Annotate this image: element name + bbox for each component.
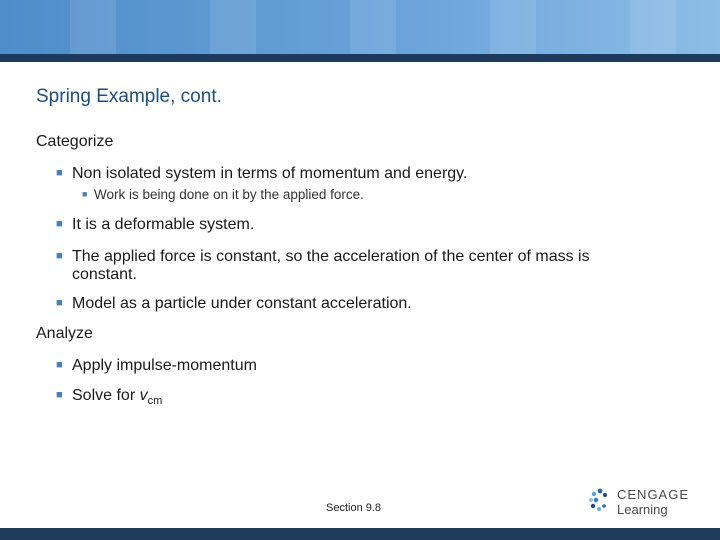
banner-tile bbox=[70, 0, 116, 54]
bullet-text: Solve for bbox=[72, 387, 140, 404]
square-bullet-icon: ■ bbox=[56, 250, 63, 262]
heading-analyze: Analyze bbox=[36, 325, 93, 342]
header-banner bbox=[0, 0, 720, 54]
heading-categorize: Categorize bbox=[36, 133, 114, 150]
banner-tile bbox=[210, 0, 256, 54]
header-stripe bbox=[0, 54, 720, 62]
square-bullet-icon: ■ bbox=[82, 189, 88, 199]
banner-tile bbox=[630, 0, 676, 54]
bullet-text: It is a deformable system. bbox=[72, 216, 255, 233]
banner-tile bbox=[350, 0, 396, 54]
cengage-dots-icon bbox=[585, 484, 615, 520]
bullet-text: Apply impulse-momentum bbox=[72, 357, 257, 374]
slide-title: Spring Example, cont. bbox=[36, 86, 222, 107]
bullet-text: Non isolated system in terms of momentum and energy. bbox=[72, 165, 468, 182]
square-bullet-icon: ■ bbox=[56, 389, 63, 401]
square-bullet-icon: ■ bbox=[56, 218, 63, 230]
bullet-item bbox=[56, 356, 257, 375]
bullet-text-continued: constant. bbox=[72, 266, 137, 283]
banner-tile bbox=[490, 0, 536, 54]
sub-bullet-item bbox=[82, 187, 364, 202]
bullet-item bbox=[56, 247, 590, 266]
logo-text-bottom: Learning bbox=[617, 502, 668, 517]
velocity-subscript: cm bbox=[147, 395, 163, 408]
bullet-item bbox=[56, 294, 412, 313]
bullet-item bbox=[56, 386, 163, 411]
footer-bar bbox=[0, 528, 720, 540]
square-bullet-icon: ■ bbox=[56, 297, 63, 309]
bullet-text: The applied force is constant, so the acceleration of the center of mass is bbox=[72, 248, 590, 265]
bullet-item bbox=[56, 215, 255, 234]
velocity-variable: v bbox=[139, 387, 148, 404]
square-bullet-icon: ■ bbox=[56, 167, 63, 179]
cengage-logo bbox=[585, 484, 695, 520]
bullet-item bbox=[56, 164, 468, 183]
slide-footer: Section 9.8 bbox=[326, 502, 382, 514]
logo-text-top: CENGAGE bbox=[617, 487, 690, 502]
bullet-text: Model as a particle under constant acceleration. bbox=[72, 295, 412, 312]
sub-bullet-text: Work is being done on it by the applied force. bbox=[94, 187, 364, 202]
square-bullet-icon: ■ bbox=[56, 359, 63, 371]
